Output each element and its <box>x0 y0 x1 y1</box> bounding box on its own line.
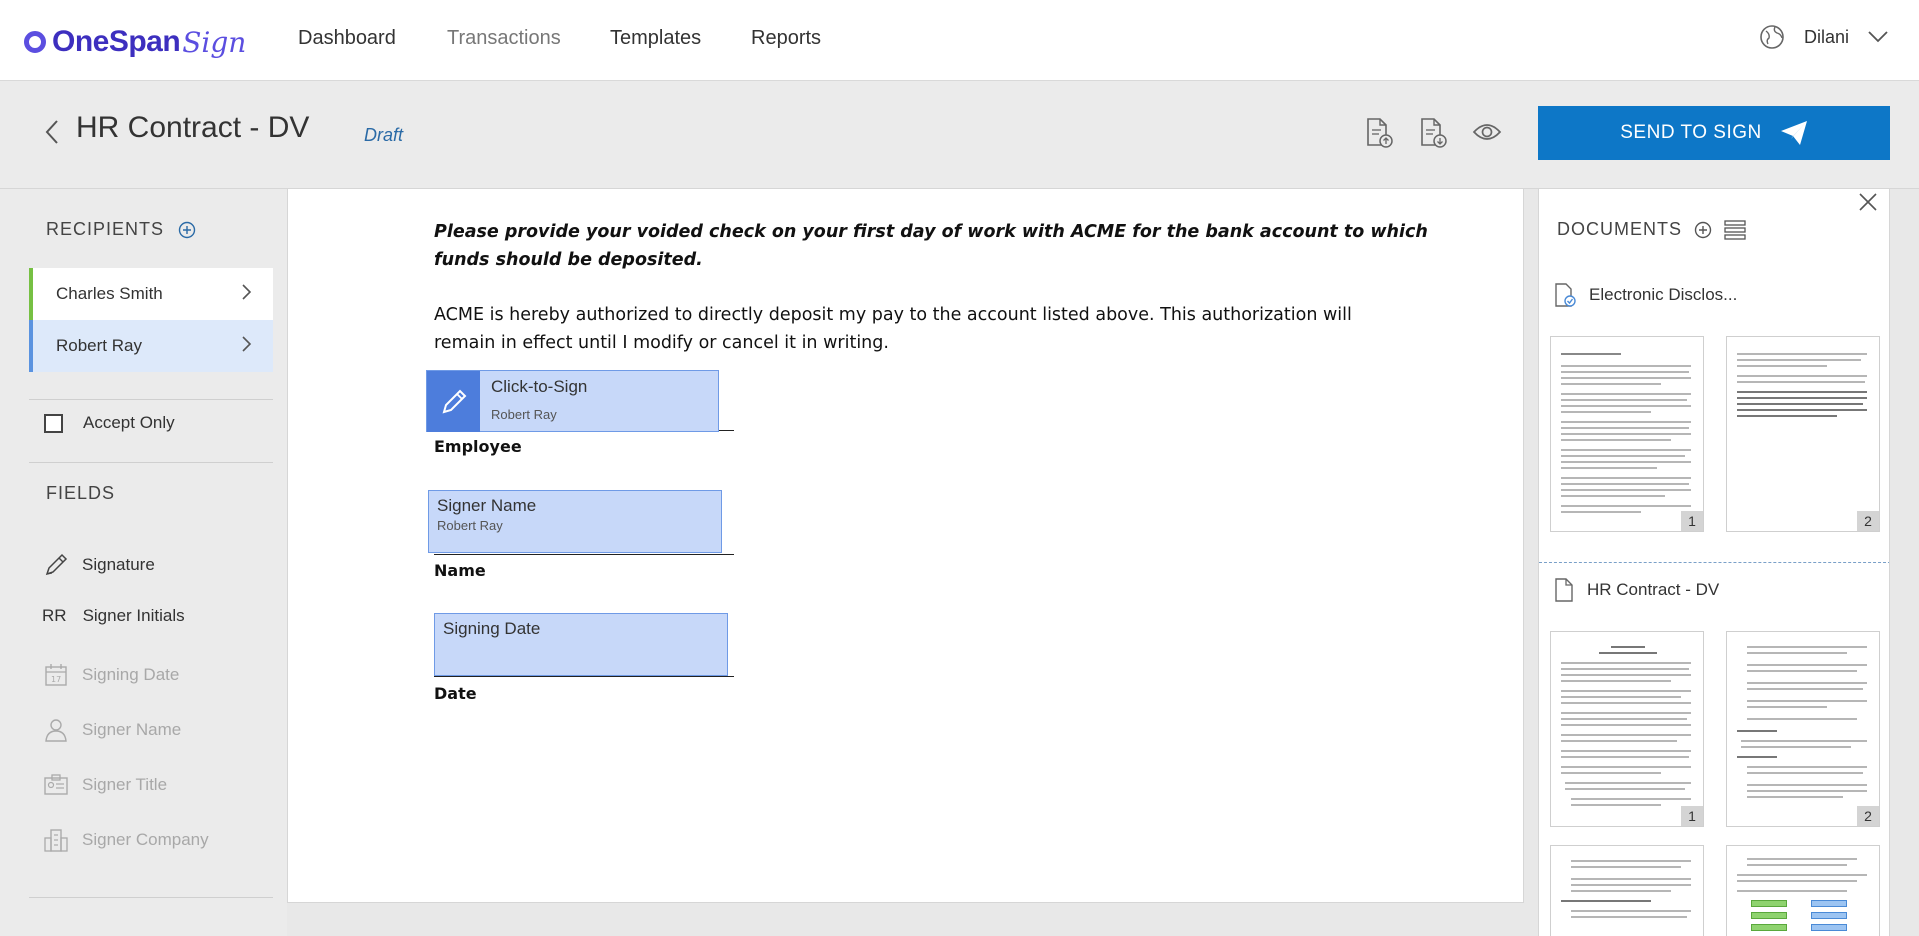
svg-text:17: 17 <box>51 675 62 684</box>
document-icon <box>1553 577 1575 603</box>
send-to-sign-button[interactable] <box>1538 106 1890 160</box>
document-item[interactable] <box>1553 282 1737 308</box>
nav-reports[interactable]: Reports <box>751 27 822 49</box>
employee-label: Employee <box>434 437 522 456</box>
page-title: HR Contract - DV <box>76 111 310 144</box>
recipient-item[interactable] <box>29 268 273 320</box>
nav-dashboard[interactable]: Dashboard <box>298 27 396 49</box>
recipient-item-selected[interactable] <box>29 320 273 372</box>
paragraph-line: Please provide your voided check on your first day of work with ACME for the bank account to which <box>434 222 1428 242</box>
field-signer-company <box>42 826 209 854</box>
field-signer-name <box>42 716 181 744</box>
field-label: Signer Initials <box>82 606 185 625</box>
documents-header <box>1557 219 1746 240</box>
authorization-paragraph <box>434 301 1352 357</box>
paper-plane-icon <box>1780 120 1808 146</box>
add-document-icon[interactable] <box>1694 221 1712 239</box>
logo-ring-icon <box>24 31 46 53</box>
pen-icon <box>42 551 70 579</box>
page-number: 1 <box>1681 511 1703 531</box>
page-number: 2 <box>1857 511 1879 531</box>
document-item[interactable] <box>1553 577 1719 603</box>
accept-only-label: Accept Only <box>83 413 175 432</box>
field-title: Signer Name <box>437 496 537 515</box>
field-label: Signer Name <box>82 720 182 739</box>
document-check-icon <box>1553 282 1577 308</box>
field-signature[interactable] <box>42 551 155 579</box>
paragraph-line: funds should be deposited. <box>434 250 703 270</box>
signature-line <box>434 676 734 677</box>
document-divider <box>1539 562 1890 563</box>
recipient-name: Robert Ray <box>56 336 142 355</box>
divider <box>29 462 273 463</box>
nav-templates[interactable]: Templates <box>610 27 702 49</box>
chevron-down-icon[interactable] <box>1867 30 1889 44</box>
date-label: Date <box>434 684 477 703</box>
user-name[interactable]: Dilani <box>1803 26 1849 47</box>
page-number: 2 <box>1857 806 1879 826</box>
add-recipient-icon[interactable] <box>178 221 196 239</box>
page-thumbnail[interactable] <box>1550 631 1704 827</box>
field-label: Signing Date <box>82 665 180 684</box>
globe-icon[interactable] <box>1758 23 1786 51</box>
chevron-right-icon[interactable] <box>241 282 253 302</box>
field-title: Signing Date <box>443 619 541 638</box>
person-icon <box>42 716 70 744</box>
signature-line <box>434 554 734 555</box>
calendar-icon <box>42 661 70 689</box>
field-signing-date <box>42 661 179 689</box>
nav-transactions[interactable]: Transactions <box>447 27 561 49</box>
reorder-list-icon[interactable] <box>1724 220 1746 240</box>
pen-icon <box>427 371 480 432</box>
user-menu[interactable] <box>1758 22 1889 52</box>
paragraph-line: ACME is hereby authorized to directly deposit my pay to the account listed above. This authorization will <box>434 305 1352 325</box>
logo-script-text: Sign <box>182 25 247 59</box>
documents-panel <box>1538 189 1890 936</box>
recipients-header <box>46 219 196 240</box>
accept-only-checkbox[interactable] <box>44 414 63 433</box>
name-label: Name <box>434 561 486 580</box>
fields-title: FIELDS <box>46 483 116 503</box>
page-thumbnail[interactable] <box>1550 336 1704 532</box>
field-label: Signature <box>82 555 155 574</box>
recipients-title: RECIPIENTS <box>46 219 165 239</box>
page-thumbnail[interactable] <box>1726 631 1880 827</box>
field-signer-initials[interactable] <box>42 606 185 626</box>
documents-title: DOCUMENTS <box>1557 219 1682 239</box>
signing-date-field[interactable] <box>434 613 728 676</box>
field-signer: Robert Ray <box>491 407 557 422</box>
back-chevron-icon[interactable] <box>44 119 60 145</box>
logo-text: OneSpan <box>52 25 181 58</box>
page-thumbnail[interactable] <box>1726 845 1880 936</box>
accept-only-option[interactable] <box>44 413 175 433</box>
chevron-right-icon[interactable] <box>241 334 253 354</box>
close-icon[interactable] <box>1857 191 1879 213</box>
divider <box>29 399 273 400</box>
top-nav <box>0 0 1919 81</box>
page-thumbnail[interactable] <box>1726 336 1880 532</box>
send-to-sign-label: SEND TO SIGN <box>1620 122 1762 143</box>
field-signer-title <box>42 771 167 799</box>
transaction-header <box>0 81 1919 189</box>
download-document-icon[interactable] <box>1418 117 1448 149</box>
field-label: Signer Title <box>82 775 168 794</box>
click-to-sign-field[interactable] <box>426 370 719 432</box>
document-canvas[interactable] <box>287 189 1524 903</box>
left-panel <box>0 189 287 936</box>
recipient-name: Charles Smith <box>56 284 163 303</box>
signer-name-field[interactable] <box>428 490 722 553</box>
field-label: Signer Company <box>82 830 209 849</box>
building-icon <box>42 826 70 854</box>
upload-document-icon[interactable] <box>1364 117 1394 149</box>
page-thumbnail[interactable] <box>1550 845 1704 936</box>
paragraph-line: remain in effect until I modify or cancel it in writing. <box>434 333 889 353</box>
page-number: 1 <box>1681 806 1703 826</box>
id-card-icon <box>42 771 70 799</box>
status-badge: Draft <box>364 125 404 145</box>
onespan-sign-logo[interactable] <box>24 22 246 62</box>
initials-icon: RR <box>42 606 67 625</box>
document-name: Electronic Disclos... <box>1589 285 1738 304</box>
field-title: Click-to-Sign <box>491 377 588 396</box>
document-name: HR Contract - DV <box>1587 580 1720 599</box>
divider <box>29 897 273 898</box>
preview-eye-icon[interactable] <box>1472 121 1502 143</box>
voided-check-paragraph <box>434 218 1428 274</box>
field-signer: Robert Ray <box>437 518 503 533</box>
